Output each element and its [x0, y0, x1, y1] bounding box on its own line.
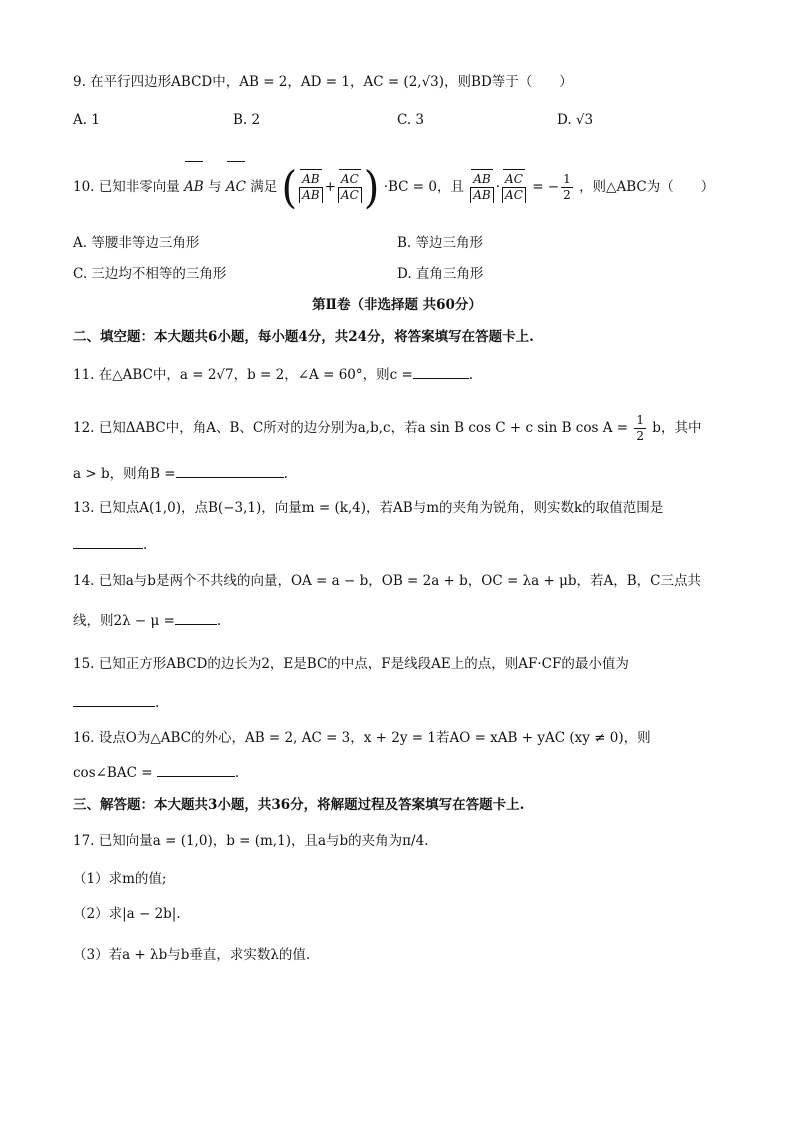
q9-option-c: C. 3 [397, 112, 425, 128]
q15-answer-blank [73, 692, 155, 707]
question-13-line2: . [73, 534, 754, 555]
question-16-line1: 16. 设点O为△ABC的外心，AB = 2, AC = 3，x + 2y = 1若AO = xAB + yAC (xy ≠ 0)，则 [73, 730, 651, 746]
question-15-line2: . [73, 692, 754, 713]
question-16-line2: cos∠BAC = . [73, 762, 754, 783]
q10-option-d: D. 直角三角形 [397, 266, 484, 282]
q9-option-a: A. 1 [73, 112, 100, 128]
section-3-heading: 三、解答题：本大题共3小题，共36分，将解题过程及答案填写在答题卡上. [73, 797, 525, 813]
q13-answer-blank [73, 534, 143, 549]
q10-option-b: B. 等边三角形 [397, 235, 484, 251]
question-12-line1: 12. 已知ΔABC中，角A、B、C所对的边分别为a,b,c，若a sin B cos C + c sin B cos A = $\frac{1}{2}$ b，其中 [73, 413, 702, 443]
q9-option-d: D. √3 [557, 112, 594, 128]
q17-part-2: （2）求|a − 2b|. [73, 906, 181, 922]
question-12-line2: a > b，则角B = . [73, 463, 754, 484]
q17-part-3: （3）若a + λb与b垂直，求实数λ的值. [73, 947, 311, 963]
q14-line2-text: 线，则2λ − μ = [73, 613, 175, 629]
q16-answer-blank [157, 762, 235, 777]
q12-tail: b，其中 [652, 420, 702, 436]
q10-intro: 10. 已知非零向量 [73, 179, 180, 195]
q17-part-1: （1）求m的值; [73, 871, 167, 887]
q10-dot-bc: ·BC = 0，且 [383, 179, 464, 195]
section-2-heading: 二、填空题：本大题共6小题，每小题4分，共24分，将答案填写在答题卡上. [73, 329, 534, 345]
question-15-line1: 15. 已知正方形ABCD的边长为2，E是BC的中点，F是线段AE上的点，则AF·CF的最小值为 [73, 656, 629, 672]
q10-minus: = − [532, 179, 560, 195]
q10-tail: ，则△ABC为（ ） [579, 179, 715, 195]
q14-answer-blank [175, 610, 217, 625]
q10-and: 与 [208, 179, 222, 195]
q11-answer-blank [413, 364, 469, 379]
q12-line2-text: a > b，则角B = [73, 466, 176, 482]
question-14-line2: 线，则2λ − μ = . [73, 610, 754, 631]
q16-line2-text: cos∠BAC = [73, 765, 153, 781]
q9-option-b: B. 2 [233, 112, 261, 128]
question-11: 11. 在△ABC中，a = 2√7，b = 2，∠A = 60°，则c = . [73, 364, 754, 385]
part-2-title: 第Ⅱ卷（非选择题 共60分） [312, 297, 482, 313]
q12-text: 12. 已知ΔABC中，角A、B、C所对的边分别为a,b,c，若a sin B cos C + c sin B cos A = [73, 420, 629, 436]
question-17-stem: 17. 已知向量a = (1,0)，b = (m,1)，且a与b的夹角为π/4. [73, 833, 429, 849]
question-9-stem: 9. 在平行四边形ABCD中，AB = 2，AD = 1，AC = (2,√3)，则BD等于（ ） [73, 74, 573, 90]
q12-answer-blank [176, 463, 284, 478]
q10-option-c: C. 三边均不相等的三角形 [73, 266, 227, 282]
q10-satisfies: 满足 [250, 179, 278, 195]
question-13-line1: 13. 已知点A(1,0)，点B(−3,1)，向量m = (k,4)，若AB与m的夹角为锐角，则实数k的取值范围是 [73, 500, 664, 516]
question-10-stem: 10. 已知非零向量 AB 与 AC 满足 ( $\frac{AB}{AB}$ + $\frac{AC}{AC}$ ) ·BC = 0，且 $\frac{AB}{AB}$ · $\frac{AC}{AC}$ = − $\frac{1}{2}$ ，则△ABC为（ ） [73, 162, 715, 213]
q11-text: 11. 在△ABC中，a = 2√7，b = 2，∠A = 60°，则c = [73, 367, 413, 383]
q10-option-a: A. 等腰非等边三角形 [73, 235, 200, 251]
question-14-line1: 14. 已知a与b是两个不共线的向量，OA = a − b，OB = 2a + b，OC = λa + μb，若A，B，C三点共 [73, 573, 702, 589]
